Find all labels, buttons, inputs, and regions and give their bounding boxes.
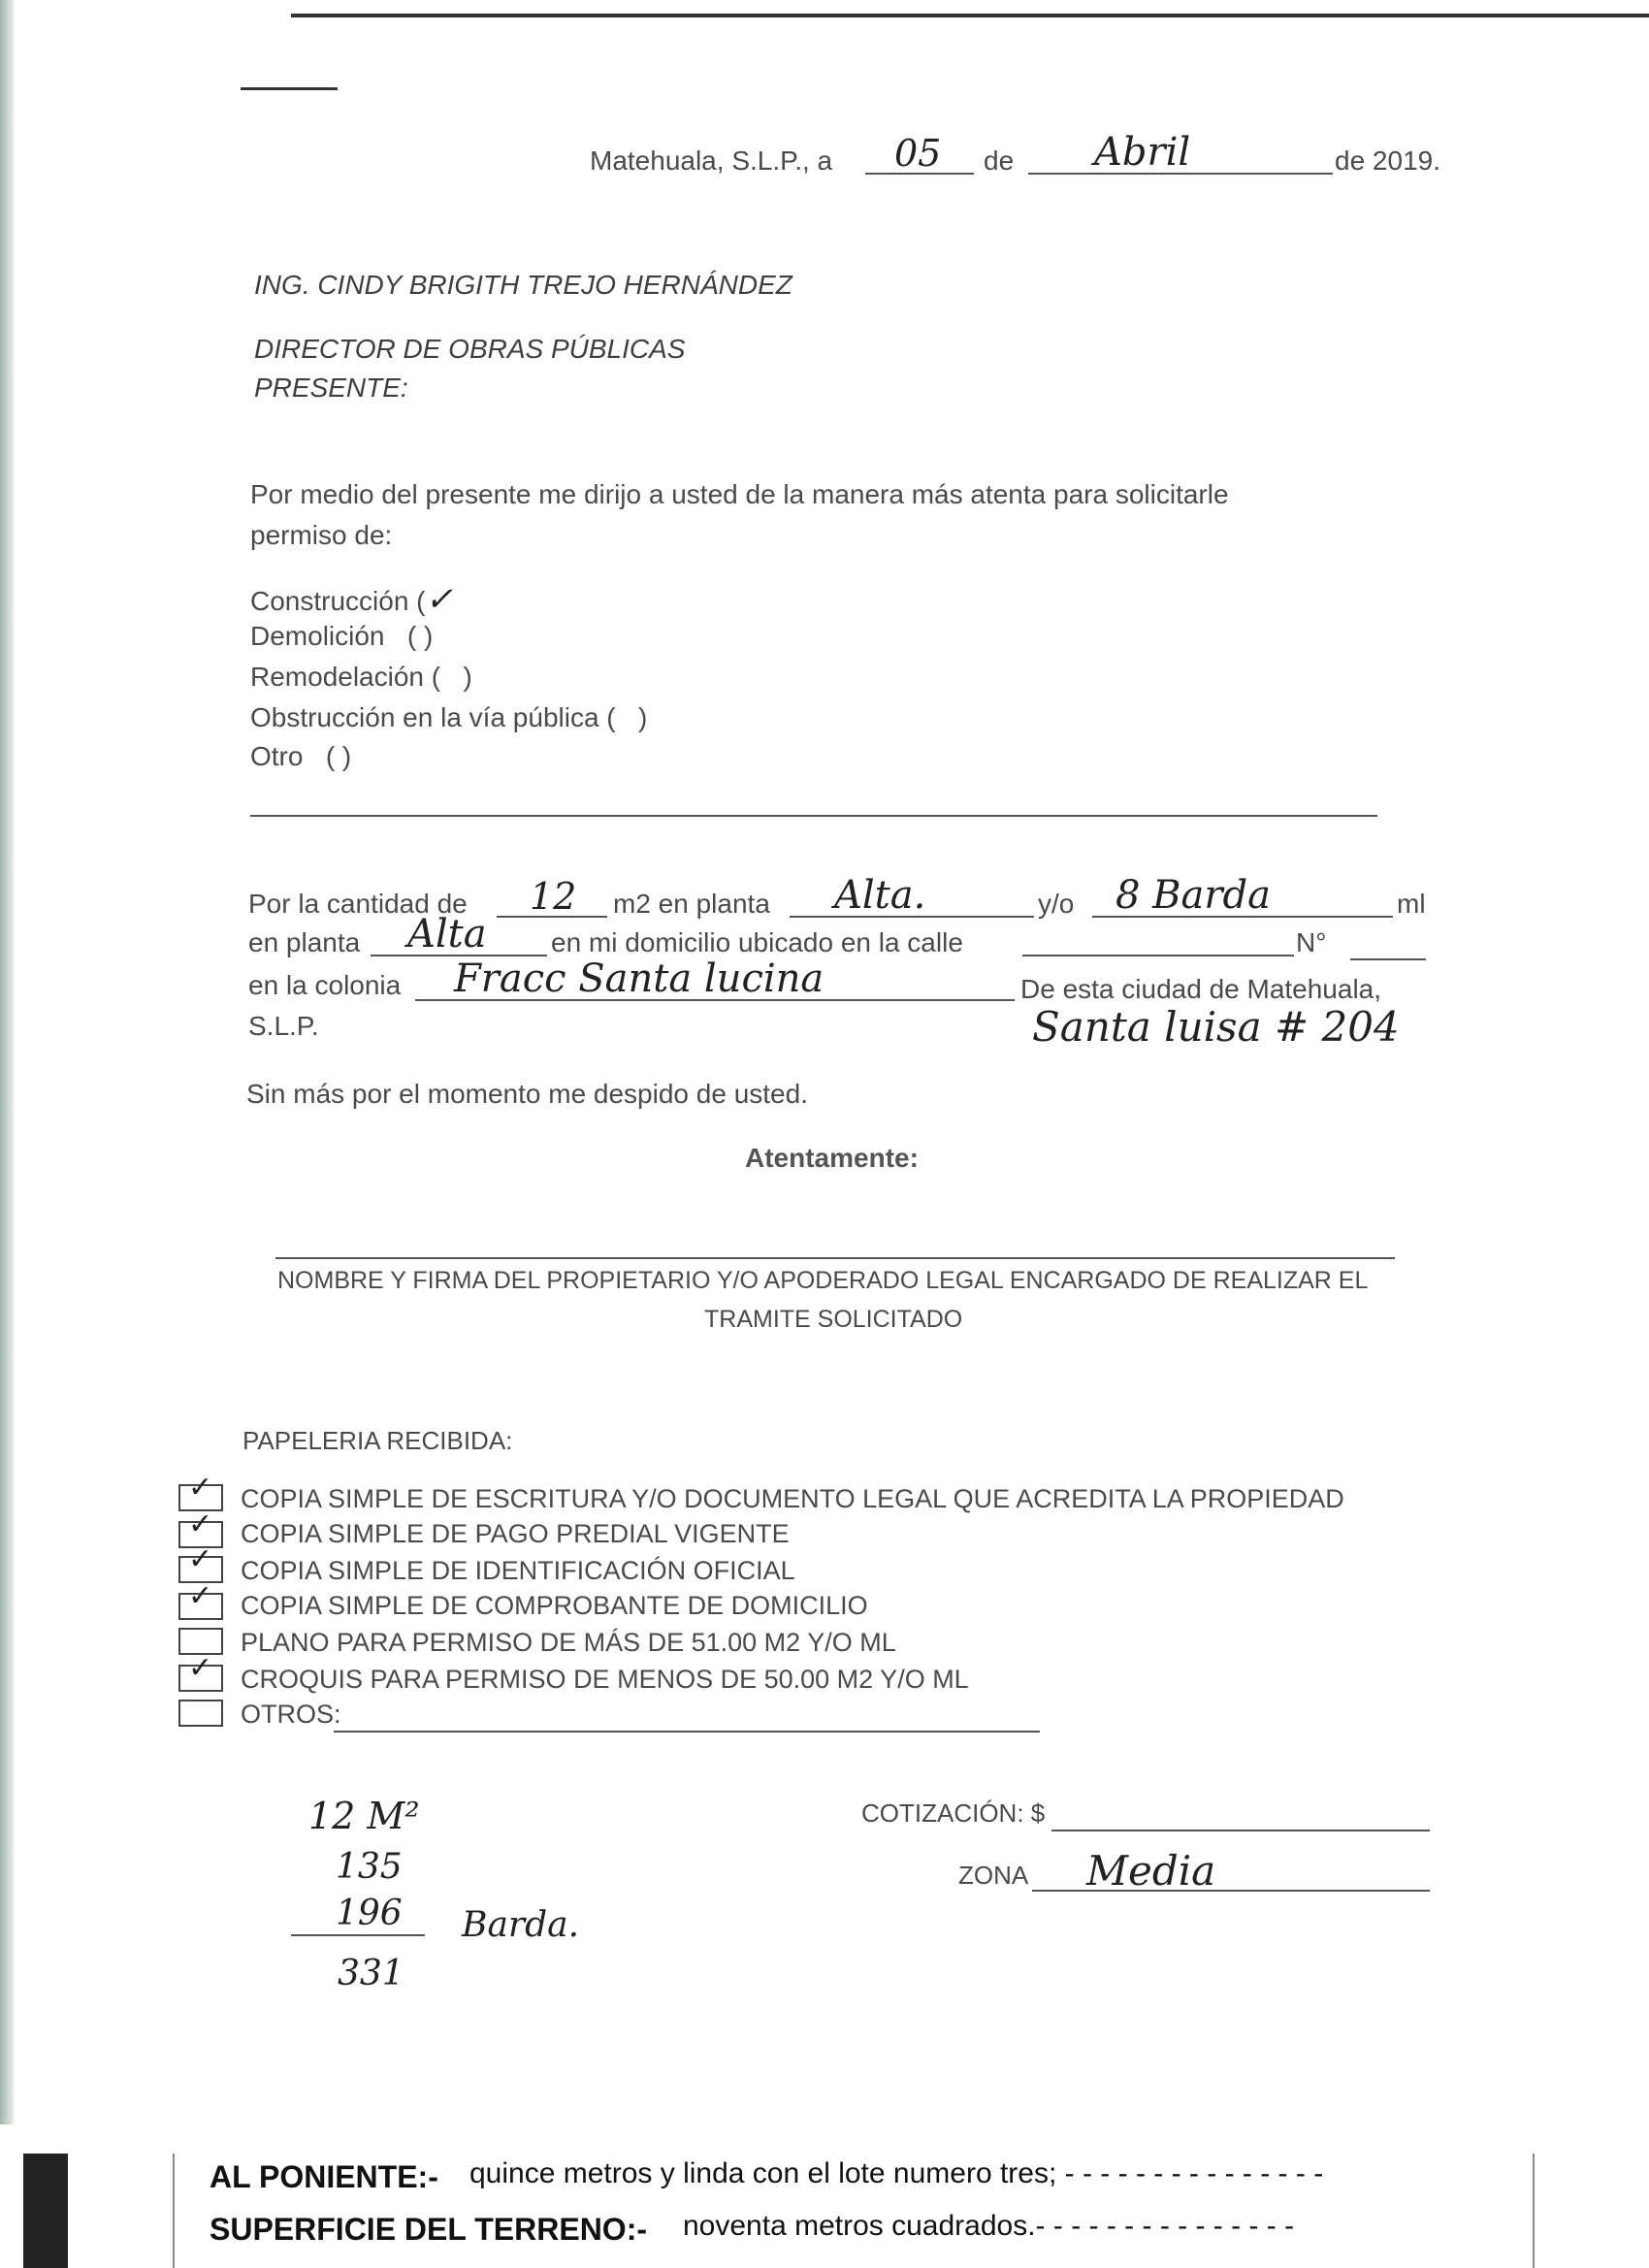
ml-value: 8 Barda [1116, 873, 1271, 918]
calc-line-4: 331 [338, 1954, 404, 1993]
zona-value: Media [1086, 1847, 1216, 1895]
option-label: Construcción ( [250, 586, 426, 616]
check-mark: ✓ [188, 1542, 213, 1576]
ciudad-text: De esta ciudad de Matehuala, [1020, 974, 1382, 1004]
yo-label: y/o [1038, 889, 1075, 919]
doc-item-label: COPIA SIMPLE DE IDENTIFICACIÓN OFICIAL [241, 1556, 795, 1585]
calc-line-2: 135 [336, 1847, 403, 1887]
superficie-label: SUPERFICIE DEL TERRENO:- [210, 2212, 647, 2247]
calle-line [1022, 955, 1294, 956]
numero-label: N° [1296, 927, 1327, 957]
date-day: 05 [894, 132, 942, 175]
poniente-text: quince metros y linda con el lote numero tres; - - - - - - - - - - - - - - - [469, 2157, 1324, 2189]
option-demolicion [250, 621, 433, 652]
poniente-label: AL PONIENTE:- [210, 2159, 438, 2194]
check-mark: ✓ [188, 1507, 213, 1541]
domicilio-label: en mi domicilio ubicado en la calle [551, 927, 963, 957]
scan-shadow [23, 2154, 68, 2268]
otro-line [250, 815, 1377, 817]
option-obstruccion [250, 702, 647, 733]
qty-prefix: Por la cantidad de [248, 889, 468, 919]
check-mark: ✓ [188, 1471, 213, 1505]
otros-line [334, 1731, 1040, 1733]
option-paren: ( ) [406, 621, 434, 651]
doc-item-label: PLANO PARA PERMISO DE MÁS DE 51.00 M2 Y/O ML [241, 1628, 896, 1657]
calc-note-barda: Barda. [462, 1905, 580, 1945]
option-otro [250, 741, 351, 772]
check-mark: ✓ [188, 1579, 213, 1613]
intro-line-2: permiso de: [250, 520, 393, 550]
date-place: Matehuala, S.L.P., a [590, 146, 833, 176]
option-label: Remodelación ( [250, 662, 441, 692]
doc-checkbox[interactable] [178, 1700, 223, 1727]
slp-text: S.L.P. [248, 1011, 319, 1041]
option-paren: ( ) [325, 741, 352, 771]
en-planta-label: en planta [248, 927, 361, 957]
despedida: Sin más por el momento me despido de usted. [246, 1079, 808, 1109]
strip-border-right [1533, 2154, 1535, 2268]
option-label: Demolición [250, 621, 385, 651]
superficie-text: noventa metros cuadrados.- - - - - - - - - - - - - - - [683, 2210, 1295, 2242]
planta2-value: Alta [407, 912, 487, 956]
option-mark: ✓ [425, 580, 454, 619]
colonia-label: en la colonia [248, 970, 402, 1000]
recipient-name: ING. CINDY BRIGITH TREJO HERNÁNDEZ [254, 270, 792, 300]
option-paren: ) [637, 702, 648, 732]
ml-unit: ml [1397, 889, 1426, 919]
check-mark: ✓ [188, 1651, 213, 1685]
date-year: de 2019. [1335, 146, 1440, 176]
numero-line [1350, 958, 1426, 960]
recipient-title: DIRECTOR DE OBRAS PÚBLICAS [254, 334, 686, 364]
option-paren: ) [463, 662, 472, 692]
firma-caption-2: TRAMITE SOLICITADO [704, 1306, 963, 1333]
calc-line-3: 196 [336, 1894, 403, 1933]
cotizacion-label: COTIZACIÓN: $ [861, 1798, 1046, 1828]
margin-mark [241, 87, 338, 90]
strip-border-left [173, 2154, 175, 2268]
cotizacion-line [1051, 1830, 1430, 1831]
doc-item-label: OTROS: [241, 1700, 341, 1729]
date-de: de [984, 146, 1015, 176]
papeleria-title: PAPELERIA RECIBIDA: [242, 1426, 513, 1455]
doc-item-label: COPIA SIMPLE DE PAGO PREDIAL VIGENTE [241, 1519, 790, 1548]
doc-item-label: COPIA SIMPLE DE COMPROBANTE DE DOMICILIO [241, 1591, 868, 1620]
doc-item-label: COPIA SIMPLE DE ESCRITURA Y/O DOCUMENTO LEGAL QUE ACREDITA LA PROPIEDAD [241, 1484, 1344, 1513]
option-label: Obstrucción en la vía pública ( [250, 702, 616, 732]
atentamente: Atentamente: [745, 1143, 919, 1173]
planta1-value: Alta. [834, 873, 926, 918]
qty-unit: m2 en planta [613, 889, 770, 919]
option-remodelacion [250, 662, 472, 693]
attached-document-strip [0, 2124, 1649, 2268]
zona-label: ZONA [958, 1861, 1029, 1890]
doc-item-label: CROQUIS PARA PERMISO DE MENOS DE 50.00 M2 Y/O ML [241, 1665, 969, 1694]
date-month: Abril [1094, 130, 1191, 175]
scan-edge [0, 0, 14, 2268]
signature-line [275, 1257, 1395, 1259]
calc-line-1: 12 M² [308, 1795, 420, 1837]
recipient-presente: PRESENTE: [254, 373, 408, 403]
firma-caption-1: NOMBRE Y FIRMA DEL PROPIETARIO Y/O APODERADO LEGAL ENCARGADO DE REALIZAR EL [277, 1267, 1369, 1294]
colonia-value: Fracc Santa lucina [454, 956, 824, 1001]
option-construccion [250, 580, 453, 619]
calc-sum-line [291, 1934, 425, 1936]
calle-note: Santa luisa # 204 [1032, 1003, 1400, 1051]
intro-line-1: Por medio del presente me dirijo a usted de la manera más atenta para solicitarle [250, 479, 1229, 509]
option-label: Otro [250, 741, 304, 771]
scan-top-rule [291, 14, 1649, 17]
qty-value: 12 [530, 875, 577, 918]
